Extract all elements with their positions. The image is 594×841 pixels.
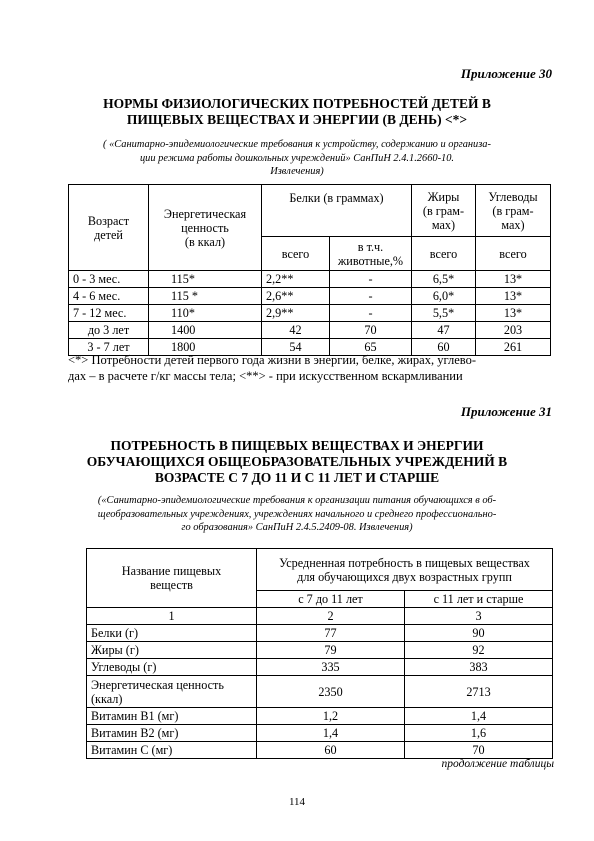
header-protein: Белки (в граммах) (262, 185, 412, 237)
table-row (87, 642, 553, 659)
title-line: ВОЗРАСТЕ С 7 ДО 11 И С 11 ЛЕТ И СТАРШЕ (154, 470, 440, 485)
age-cell: 0 - 3 мес. (69, 271, 149, 288)
fat-cell: 6,5* (412, 271, 476, 288)
value-7-11-cell: 335 (257, 659, 405, 676)
age-cell: до 3 лет (69, 322, 149, 339)
energy-cell: 110* (149, 305, 262, 322)
animal-cell: - (330, 271, 412, 288)
column-number: 1 (87, 608, 257, 625)
column-number: 3 (405, 608, 553, 625)
title-line: НОРМЫ ФИЗИОЛОГИЧЕСКИХ ПОТРЕБНОСТЕЙ ДЕТЕЙ В (103, 96, 491, 111)
protein-cell: 2,6** (262, 288, 330, 305)
table-row (87, 659, 553, 676)
header-age: Возраст детей (69, 185, 149, 271)
header-age-11-plus: с 11 лет и старше (405, 591, 553, 608)
header-protein-animal: в т.ч. животные,% (330, 237, 412, 271)
animal-cell: - (330, 288, 412, 305)
protein-cell: 54 (262, 339, 330, 356)
nutrient-cell: Белки (г) (87, 625, 257, 642)
header-carbs: Углеводы (в грам- мах) (476, 185, 551, 237)
header-nutrient-name: Название пищевых веществ (87, 549, 257, 608)
fat-cell: 47 (412, 322, 476, 339)
animal-cell: - (330, 305, 412, 322)
fat-cell: 6,0* (412, 288, 476, 305)
appendix-31-title (50, 438, 544, 486)
title-line: ПИЩЕВЫХ ВЕЩЕСТВАХ И ЭНЕРГИИ (В ДЕНЬ) <*> (126, 112, 468, 127)
appendix-30-title (60, 96, 534, 128)
protein-cell: 2,9** (262, 305, 330, 322)
nutrient-cell: Энергетическая ценность (ккал) (87, 676, 257, 708)
value-7-11-cell: 1,2 (257, 708, 405, 725)
appendix-30-label: Приложение 30 (460, 66, 552, 81)
value-11-plus-cell: 70 (405, 742, 553, 759)
protein-cell: 2,2** (262, 271, 330, 288)
header-age-7-11: с 7 до 11 лет (257, 591, 405, 608)
source-line: го образования» СанПиН 2.4.5.2409-08. Извлечения) (181, 522, 413, 533)
title-line: ОБУЧАЮЩИХСЯ ОБЩЕОБРАЗОВАТЕЛЬНЫХ УЧРЕЖДЕНИЙ В (86, 454, 508, 469)
table-row (87, 676, 553, 708)
column-numbers-row (87, 608, 553, 625)
table-row (87, 625, 553, 642)
table-row (69, 305, 551, 322)
column-number: 2 (257, 608, 405, 625)
source-line: («Санитарно-эпидемиологические требования к организации питания обучающихся в об- (97, 495, 497, 506)
carbs-cell: 13* (476, 288, 551, 305)
age-cell: 3 - 7 лет (69, 339, 149, 356)
appendix-31-source (28, 494, 566, 535)
page-number: 114 (288, 796, 306, 808)
nutrient-cell: Витамин В1 (мг) (87, 708, 257, 725)
animal-cell: 65 (330, 339, 412, 356)
carbs-cell: 13* (476, 271, 551, 288)
carbs-cell: 13* (476, 305, 551, 322)
header-fat: Жиры (в грам- мах) (412, 185, 476, 237)
table-continued-note: продолжение таблицы (441, 758, 554, 770)
appendix-30-note (68, 352, 558, 384)
header-energy: Энергетическая ценность (в ккал) (149, 185, 262, 271)
header-protein-total: всего (262, 237, 330, 271)
fat-cell: 5,5* (412, 305, 476, 322)
table-row (87, 725, 553, 742)
value-7-11-cell: 77 (257, 625, 405, 642)
note-line: дах – в расчете г/кг массы тела; <**> - при искусственном вскармливании (68, 369, 463, 383)
source-line: щеобразовательных учреждениях, учреждениях начального и среднего профессионально- (97, 508, 497, 520)
source-line: Извлечения) (270, 166, 324, 177)
carbs-cell: 261 (476, 339, 551, 356)
nutrient-cell: Углеводы (г) (87, 659, 257, 676)
fat-cell: 60 (412, 339, 476, 356)
value-11-plus-cell: 383 (405, 659, 553, 676)
value-11-plus-cell: 90 (405, 625, 553, 642)
protein-cell: 42 (262, 322, 330, 339)
carbs-cell: 203 (476, 322, 551, 339)
energy-cell: 115* (149, 271, 262, 288)
age-cell: 7 - 12 мес. (69, 305, 149, 322)
source-line: ( «Санитарно-эпидемиологические требования к устройству, содержанию и организа- (103, 139, 491, 150)
title-line: ПОТРЕБНОСТЬ В ПИЩЕВЫХ ВЕЩЕСТВАХ И ЭНЕРГИИ (110, 438, 484, 453)
energy-cell: 1800 (149, 339, 262, 356)
nutrient-cell: Витамин В2 (мг) (87, 725, 257, 742)
student-needs-table (86, 548, 553, 759)
note-line: <*> Потребности детей первого года жизни в энергии, белке, жирах, углево- (68, 353, 476, 367)
table-row (87, 708, 553, 725)
table-row (69, 322, 551, 339)
value-7-11-cell: 79 (257, 642, 405, 659)
value-7-11-cell: 60 (257, 742, 405, 759)
value-11-plus-cell: 92 (405, 642, 553, 659)
value-11-plus-cell: 2713 (405, 676, 553, 708)
appendix-31-label: Приложение 31 (460, 404, 552, 419)
value-7-11-cell: 1,4 (257, 725, 405, 742)
age-cell: 4 - 6 мес. (69, 288, 149, 305)
appendix-30-source (28, 138, 566, 179)
header-average-need: Усредненная потребность в пищевых веществах для обучающихся двух возрастных групп (257, 549, 553, 591)
energy-cell: 1400 (149, 322, 262, 339)
table-row (69, 288, 551, 305)
header-fat-total: всего (412, 237, 476, 271)
nutrient-cell: Витамин С (мг) (87, 742, 257, 759)
value-11-plus-cell: 1,6 (405, 725, 553, 742)
animal-cell: 70 (330, 322, 412, 339)
nutrition-norms-table (68, 184, 551, 356)
nutrient-cell: Жиры (г) (87, 642, 257, 659)
value-7-11-cell: 2350 (257, 676, 405, 708)
energy-cell: 115 * (149, 288, 262, 305)
value-11-plus-cell: 1,4 (405, 708, 553, 725)
header-carbs-total: всего (476, 237, 551, 271)
table-row (87, 742, 553, 759)
table-row (69, 271, 551, 288)
source-line: ции режима работы дошкольных учреждений» СанПиН 2.4.1.2660-10. (139, 152, 455, 164)
